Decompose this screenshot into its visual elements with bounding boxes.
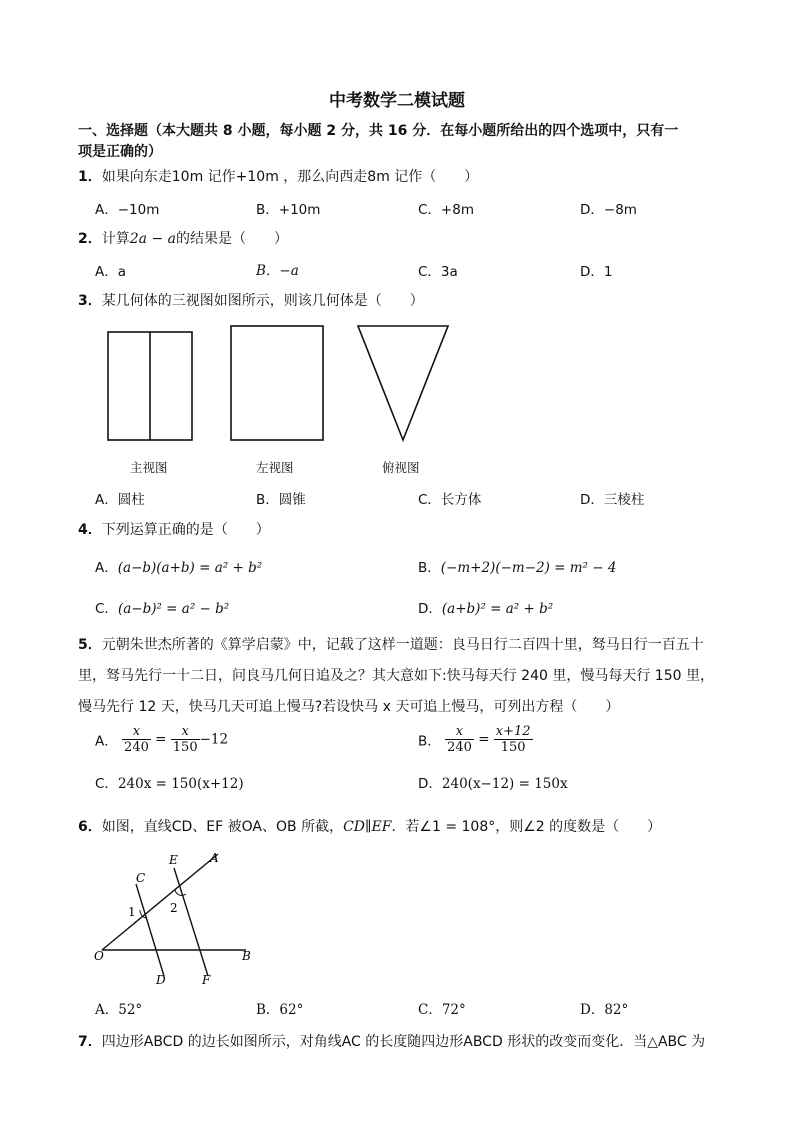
question-number: 3． (78, 293, 102, 309)
question-number: 1． (78, 169, 102, 185)
numerator: x+12 (495, 724, 531, 739)
equals-sign: = (155, 731, 167, 748)
option-label: D． (418, 601, 442, 617)
top-view-triangle (358, 326, 448, 440)
math-expression: 2a − a (129, 231, 176, 247)
option-label: B． (418, 560, 441, 576)
q6-option-b: B．62° (256, 1002, 304, 1018)
equals-sign: = (478, 731, 490, 748)
q6-option-d: D．82° (580, 1002, 629, 1018)
question-1 (78, 166, 478, 186)
label-a: A (210, 851, 219, 865)
q4-option-c (95, 597, 229, 617)
math-expression: (a−b)(a+b) = a² + b² (117, 560, 263, 576)
question-3 (78, 290, 424, 310)
q4-option-d (418, 597, 553, 617)
math-expression: (a+b)² = a² + b² (441, 601, 554, 617)
question-5-line2: 里，驽马先行一十二日，问良马几何日追及之？其大意如下:快马每天行 240 里，慢马每天行 150 里， (78, 668, 714, 684)
q4-option-b (418, 556, 616, 576)
q2-option-b: B．−a (256, 263, 299, 279)
line-ef (174, 868, 208, 976)
question-number: 6． (78, 819, 102, 835)
option-label: C． (95, 776, 118, 792)
q1-option-a: A．−10m (95, 202, 160, 218)
q2-option-d: D．1 (580, 264, 613, 280)
denominator: 150 (500, 740, 526, 755)
line-oa (102, 854, 218, 950)
math-condition: CD∥EF (343, 819, 392, 835)
question-number: 5． (78, 637, 102, 653)
math-expression: (−m+2)(−m−2) = m² − 4 (440, 560, 617, 576)
question-2 (78, 228, 288, 248)
side-view-caption: 左视图 (256, 460, 294, 475)
page-title: 中考数学二模试题 (329, 91, 465, 111)
question-number: 2． (78, 231, 102, 247)
question-5-line3: 慢马先行 12 天，快马几天可追上慢马?若设快马 x 天可追上慢马，可列出方程（ ） (78, 699, 620, 715)
question-5-line1 (78, 634, 704, 654)
option-label: A． (95, 733, 118, 750)
q1-option-c: C．+8m (418, 202, 474, 218)
question-text: 某几何体的三视图如图所示，则该几何体是（ ） (101, 293, 424, 309)
q3-option-d: D．三棱柱 (580, 492, 645, 508)
label-e: E (169, 853, 178, 867)
label-c: C (136, 871, 146, 885)
q2-option-c: C．3a (418, 264, 458, 280)
question-7 (78, 1031, 705, 1051)
math-tail: −12 (199, 731, 229, 748)
math-expression: 240x = 150(x+12) (117, 776, 244, 792)
q2-option-a: A．a (95, 264, 127, 280)
line-cd (136, 884, 164, 976)
q5-option-a (95, 724, 228, 755)
question-6 (78, 816, 661, 836)
denominator: 150 (172, 740, 198, 755)
q1-option-d: D．−8m (580, 202, 637, 218)
label-o: O (94, 949, 104, 963)
fraction (445, 724, 474, 755)
q3-option-a: A．圆柱 (95, 492, 145, 508)
q3-option-b: B．圆锥 (256, 492, 306, 508)
math-expression: (a−b)² = a² − b² (117, 601, 230, 617)
numerator: x (171, 724, 200, 740)
denominator: 240 (447, 740, 472, 755)
q5-option-c (95, 772, 244, 792)
top-view-caption: 俯视图 (382, 460, 420, 475)
math-expression: 240(x−12) = 150x (441, 776, 568, 792)
q4-option-a (95, 556, 262, 576)
option-label: C． (95, 601, 118, 617)
three-views-figure (100, 320, 460, 450)
option-label: B． (418, 733, 441, 750)
question-4 (78, 519, 270, 539)
label-b: B (242, 949, 251, 963)
question-number: 7． (78, 1034, 102, 1050)
q6-option-a: A．52° (95, 1002, 143, 1018)
denominator: 240 (124, 740, 149, 755)
numerator: x (445, 724, 474, 740)
question-text: 下列运算正确的是（ ） (101, 522, 270, 538)
section-header-line1: 一、选择题（本大题共 8 小题，每小题 2 分，共 16 分．在每小题所给出的四个选项中，只有一 (78, 123, 679, 139)
front-view-caption: 主视图 (130, 460, 168, 475)
option-label: A． (95, 560, 118, 576)
label-f: F (202, 973, 211, 987)
option-label: D． (418, 776, 442, 792)
question-text-mid: ．若∠1 = 108° (391, 819, 496, 835)
fraction (171, 724, 200, 755)
q3-option-c: C．长方体 (418, 492, 482, 508)
side-view-rect (231, 326, 323, 440)
fraction (494, 724, 533, 755)
question-text-pre: 计算 (101, 231, 130, 247)
question-text-post: 的结果是（ ） (175, 231, 288, 247)
numerator: x (122, 724, 151, 740)
q6-option-c: C．72° (418, 1002, 466, 1018)
label-angle-1: 1 (128, 905, 136, 919)
section-header-line2: 项是正确的） (78, 144, 162, 160)
label-d: D (156, 973, 166, 987)
q5-option-b (418, 724, 533, 755)
label-angle-2: 2 (170, 901, 178, 915)
question-text: 元朝朱世杰所著的《算学启蒙》中，记载了这样一道题：良马日行二百四十里，驽马日行一百五十 (101, 637, 704, 653)
q1-option-b: B．+10m (256, 202, 321, 218)
question-text: 四边形ABCD 的边长如图所示，对角线AC 的长度随四边形ABCD 形状的改变而变化．当△ABC 为 (101, 1034, 706, 1050)
question-number: 4． (78, 522, 102, 538)
question-text-pre: 如图，直线CD、EF 被OA、OB 所截， (101, 819, 344, 835)
question-text-post: ，则∠2 的度数是（ ） (495, 819, 662, 835)
question-text: 如果向东走10m 记作+10m ，那么向西走8m 记作（ ） (101, 169, 479, 185)
q5-option-d (418, 772, 568, 792)
fraction (122, 724, 151, 755)
geometry-figure (90, 848, 270, 988)
